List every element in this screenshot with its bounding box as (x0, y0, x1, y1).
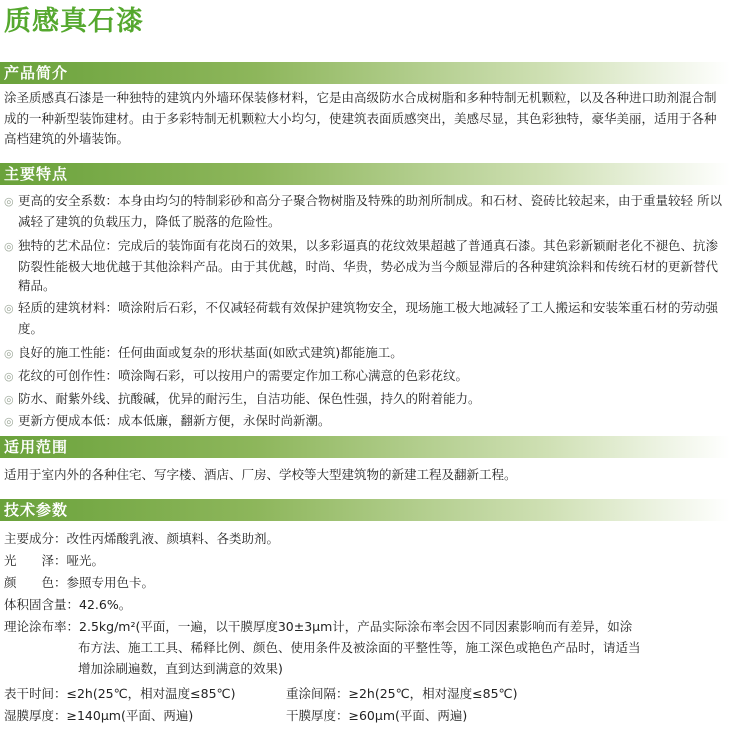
param-gloss-label: 光 泽： (4, 553, 67, 568)
intro-paragraph: 涂圣质感真石漆是一种独特的建筑内外墙环保装修材料，它是由高级防水合成树脂和多种特制无机颗粒，以及各种进口助剂混合制成的一种新型装饰建材。由于多彩特制无机颗粒大小均匀，使建筑表面质感突出，美感尽显，其色彩独特，豪华美丽，适用于各种高档建筑的外墙装饰。 (4, 90, 717, 146)
section-heading-intro: 产品简介 (4, 64, 69, 82)
bullet-icon: ◎ (4, 370, 14, 383)
section-heading-features: 主要特点 (4, 165, 69, 183)
param-color-label: 颜 色： (4, 575, 67, 590)
param-coverage-label: 理论涂布率： (4, 619, 80, 634)
param-surface-dry: 表干时间：≤2h(25℃，相对温度≤85℃) (4, 686, 236, 701)
param-gloss-value: 哑光。 (66, 553, 105, 568)
section-bar-features (0, 163, 730, 185)
section-bar-intro (0, 62, 730, 84)
feature-item: ◎ 更新方便成本低：成本低廉，翻新方便，永保时尚新潮。 (4, 411, 726, 432)
bullet-icon: ◎ (4, 347, 14, 360)
scope-paragraph: 适用于室内外的各种住宅、写字楼、酒店、厂房、学校等大型建筑物的新建工程及翻新工程。 (4, 467, 517, 482)
feature-item: ◎ 良好的施工性能：任何曲面或复杂的形状基面(如欧式建筑)都能施工。 (4, 343, 726, 364)
section-bar-scope (0, 436, 730, 458)
param-gloss (4, 550, 104, 571)
param-coverage (4, 616, 726, 679)
param-dry-film: 干膜厚度：≥60μm(平面、两遍) (286, 708, 468, 723)
param-coverage-line2: 布方法、施工工具、稀释比例、颜色、使用条件及被涂面的平整性等，施工深色或艳色产品时，请适当 (78, 640, 641, 655)
section-bar-params (0, 499, 730, 521)
section-heading-params: 技术参数 (4, 501, 69, 519)
param-coverage-line3: 增加涂刷遍数，直到达到满意的效果) (78, 661, 283, 676)
page-title: 质感真石漆 (4, 6, 144, 37)
feature-item: ◎ 独特的艺术品位：完成后的装饰面有花岗石的效果，以多彩逼真的花纹效果超越了普通真石漆。其色彩新颖耐老化不褪色、抗渗防裂性能极大地优越于其他涂料产品。由于其优越，时尚、华贵，势必成为当今颇显滞后的各种建筑涂料和传统石材的更新替代精品。 (4, 238, 719, 293)
param-coverage-line1: 2.5kg/m²(平面，一遍，以干膜厚度30±3μm计，产品实际涂布率会因不同因素影响而有差异，如涂 (79, 619, 633, 634)
bullet-icon: ◎ (4, 393, 14, 406)
param-main-component: 主要成分：改性丙烯酸乳液、颜填料、各类助剂。 (4, 531, 280, 546)
feature-item: ◎ 更高的安全系数：本身由均匀的特制彩砂和高分子聚合物树脂及特殊的助剂所制成。和石材、瓷砖比较起来，由于重量较轻 所以减轻了建筑的负载压力，降低了脱落的危险性。 (4, 193, 722, 229)
param-solids: 体积固含量：42.6%。 (4, 597, 132, 612)
feature-item: ◎ 花纹的可创作性：喷涂陶石彩，可以按用户的需要定作加工称心满意的色彩花纹。 (4, 366, 726, 387)
bullet-icon: ◎ (4, 415, 14, 428)
section-heading-scope: 适用范围 (4, 438, 69, 456)
feature-item: ◎ 轻质的建筑材料：喷涂附后石彩，不仅减轻荷载有效保护建筑物安全，现场施工极大地减轻了工人搬运和安装笨重石材的劳动强度。 (4, 300, 719, 336)
bullet-icon: ◎ (4, 195, 14, 208)
bullet-icon: ◎ (4, 240, 14, 253)
feature-item: ◎ 防水、耐紫外线、抗酸碱，优异的耐污生，自洁功能、保色性强，持久的附着能力。 (4, 389, 726, 410)
param-recoat-interval: 重涂间隔：≥2h(25℃，相对湿度≤85℃) (286, 686, 518, 701)
param-color-value: 参照专用色卡。 (66, 575, 155, 590)
param-wet-film: 湿膜厚度：≥140μm(平面、两遍) (4, 708, 194, 723)
param-color (4, 572, 154, 593)
bullet-icon: ◎ (4, 302, 14, 315)
